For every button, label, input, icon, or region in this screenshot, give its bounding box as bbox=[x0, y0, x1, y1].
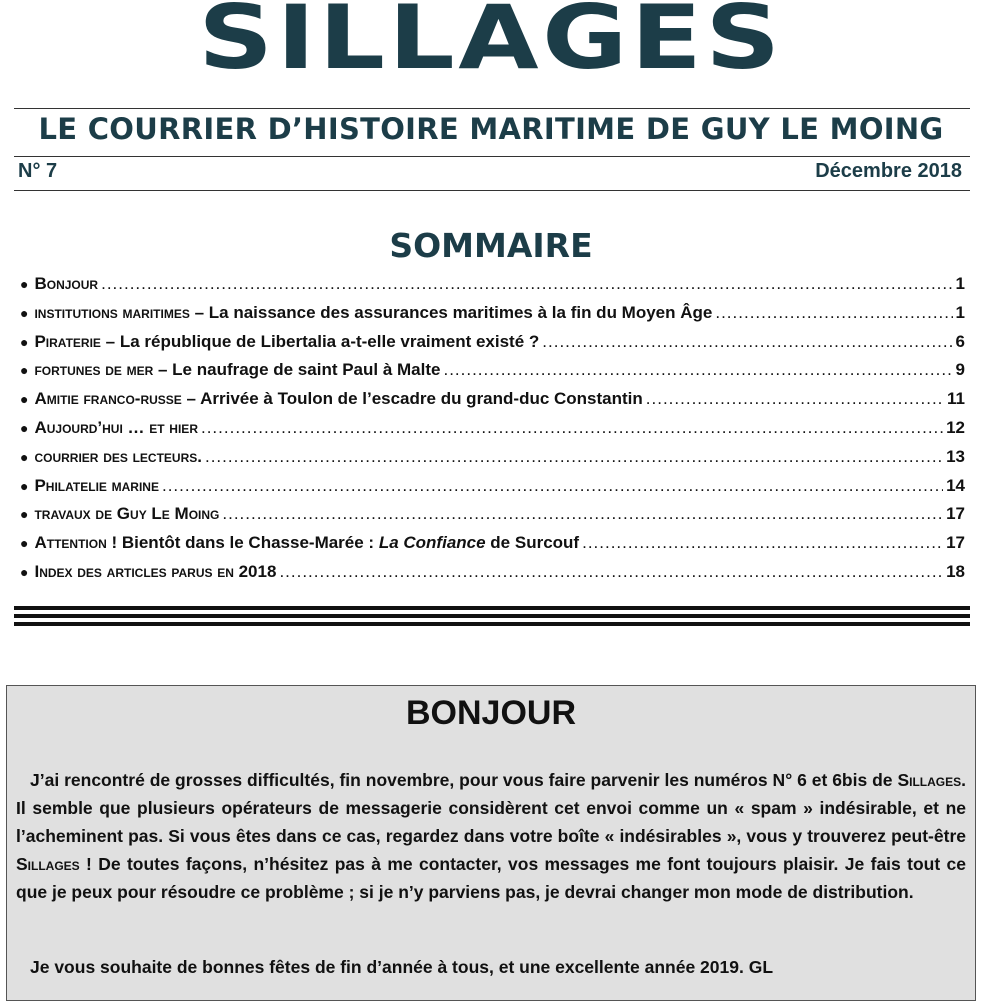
toc-entry-text bbox=[34, 504, 219, 524]
toc-item[interactable] bbox=[20, 504, 965, 533]
header-middle-rule bbox=[14, 156, 970, 157]
bonjour-paragraph-1 bbox=[16, 766, 966, 906]
bonjour-text: . Il semble que plusieurs opérateurs de messagerie considèrent cet envoi comme un « spam » indésirable, et ne l’acheminent pas. Si vous êtes dans ce cas, regardez dans votre boîte « indésirables », vous y trouverez peut-être bbox=[16, 770, 966, 846]
toc-entry-text bbox=[34, 389, 642, 409]
bullet-icon: ● bbox=[20, 506, 29, 523]
toc-item[interactable] bbox=[20, 332, 965, 361]
toc-dot-leader bbox=[205, 447, 943, 467]
toc-dot-leader bbox=[201, 418, 943, 438]
toc-page-number: 6 bbox=[955, 331, 965, 351]
toc-item[interactable] bbox=[20, 476, 965, 505]
toc-item[interactable] bbox=[20, 360, 965, 389]
bullet-icon: ● bbox=[20, 333, 29, 350]
bullet-icon: ● bbox=[20, 477, 29, 494]
toc-item[interactable] bbox=[20, 533, 965, 562]
toc-rubric: Aujourd’hui … et hier bbox=[34, 417, 198, 437]
section-divider-rule-2 bbox=[14, 614, 970, 618]
toc-rubric: Amitie franco-russe bbox=[34, 389, 182, 409]
sillages-name: Sillages bbox=[897, 770, 962, 790]
toc-entry-text bbox=[34, 476, 159, 496]
toc-dot-leader bbox=[222, 504, 943, 524]
toc-title: ! Bientôt dans le Chasse-Marée : bbox=[106, 533, 379, 553]
bullet-icon: ● bbox=[20, 535, 29, 552]
toc-rubric: Attention bbox=[34, 533, 107, 553]
toc-entry-text bbox=[34, 533, 579, 553]
toc-page-number: 14 bbox=[946, 475, 965, 495]
section-divider-rule-1 bbox=[14, 606, 970, 610]
toc-dot-leader bbox=[582, 533, 943, 553]
toc-item[interactable] bbox=[20, 389, 965, 418]
toc-rubric: travaux de Guy Le Moing bbox=[34, 504, 220, 524]
toc-page-number: 18 bbox=[946, 561, 965, 581]
toc-entry-text bbox=[34, 360, 440, 380]
header-bottom-rule bbox=[14, 190, 970, 191]
toc-title: – Le naufrage de saint Paul à Malte bbox=[153, 360, 441, 380]
toc-entry-text bbox=[34, 447, 202, 467]
toc-entry-text bbox=[34, 562, 276, 582]
toc-page-number: 17 bbox=[946, 533, 965, 553]
bullet-icon: ● bbox=[20, 362, 29, 379]
toc-item[interactable] bbox=[20, 562, 965, 591]
toc-rubric: Bonjour bbox=[34, 274, 99, 293]
issue-number: N° 7 bbox=[18, 160, 58, 182]
toc-rubric: Index des articles parus en 2018 bbox=[34, 561, 277, 581]
toc-entry-text bbox=[34, 418, 198, 438]
toc-rubric: courrier des lecteurs. bbox=[34, 446, 202, 466]
toc-dot-leader bbox=[279, 562, 943, 582]
toc-entry-text bbox=[34, 274, 98, 294]
table-of-contents bbox=[20, 274, 965, 591]
toc-dot-leader bbox=[646, 389, 944, 409]
bonjour-title: BONJOUR bbox=[405, 694, 577, 732]
bullet-icon: ● bbox=[20, 391, 29, 408]
section-divider-rule-3 bbox=[14, 622, 970, 626]
header-top-rule bbox=[14, 108, 970, 109]
toc-entry-text bbox=[34, 332, 539, 352]
toc-dot-leader bbox=[542, 332, 952, 352]
newsletter-subtitle: LE COURRIER D’HISTOIRE MARITIME DE GUY LE MOING bbox=[38, 112, 944, 146]
toc-rubric: fortunes de mer bbox=[34, 360, 154, 380]
bullet-icon: ● bbox=[20, 419, 29, 436]
toc-dot-leader bbox=[443, 360, 952, 380]
toc-page-number: 12 bbox=[946, 417, 965, 437]
bonjour-text: J’ai rencontré de grosses difficultés, fin novembre, pour vous faire parvenir les numéros N° 6 et 6bis de bbox=[30, 770, 898, 790]
toc-dot-leader bbox=[162, 476, 943, 496]
toc-item[interactable] bbox=[20, 274, 965, 303]
toc-title-italic: La Confiance bbox=[378, 533, 486, 553]
bonjour-text: ! De toutes façons, n’hésitez pas à me contacter, vos messages me font toujours plaisir. Je fais tout ce que je peux pour résoudre ce problème ; si je n’y parviens pas, je devrai changer mon mode de distribution. bbox=[16, 854, 966, 902]
toc-title-end: de Surcouf bbox=[485, 533, 580, 553]
toc-page-number: 1 bbox=[955, 274, 965, 293]
sommaire-title: SOMMAIRE bbox=[389, 226, 593, 265]
toc-rubric: Piraterie bbox=[34, 331, 101, 351]
masthead-title: SILLAGES bbox=[198, 0, 784, 89]
toc-page-number: 17 bbox=[946, 504, 965, 524]
toc-item[interactable] bbox=[20, 303, 965, 332]
toc-page-number: 11 bbox=[947, 389, 965, 409]
toc-item[interactable] bbox=[20, 447, 965, 476]
toc-title: – Arrivée à Toulon de l’escadre du grand-duc Constantin bbox=[181, 389, 643, 409]
toc-rubric: Philatelie marine bbox=[34, 475, 159, 495]
toc-page-number: 1 bbox=[955, 302, 965, 322]
toc-dot-leader bbox=[715, 303, 952, 323]
toc-entry-text bbox=[34, 303, 712, 323]
toc-rubric: institutions maritimes bbox=[34, 302, 190, 322]
bullet-icon: ● bbox=[20, 304, 29, 321]
bullet-icon: ● bbox=[20, 276, 29, 292]
toc-title: – La république de Libertalia a-t-elle vraiment existé ? bbox=[100, 331, 540, 351]
bonjour-paragraph-2: Je vous souhaite de bonnes fêtes de fin d’année à tous, et une excellente année 2019. GL bbox=[30, 957, 774, 977]
bullet-icon: ● bbox=[20, 448, 29, 465]
toc-page-number: 13 bbox=[946, 446, 965, 466]
toc-dot-leader bbox=[101, 274, 952, 294]
sillages-name: Sillages bbox=[16, 854, 80, 874]
toc-page-number: 9 bbox=[955, 360, 965, 380]
toc-item[interactable] bbox=[20, 418, 965, 447]
toc-title: – La naissance des assurances maritimes à la fin du Moyen Âge bbox=[189, 302, 713, 322]
bullet-icon: ● bbox=[20, 563, 29, 580]
issue-date: Décembre 2018 bbox=[815, 160, 962, 182]
